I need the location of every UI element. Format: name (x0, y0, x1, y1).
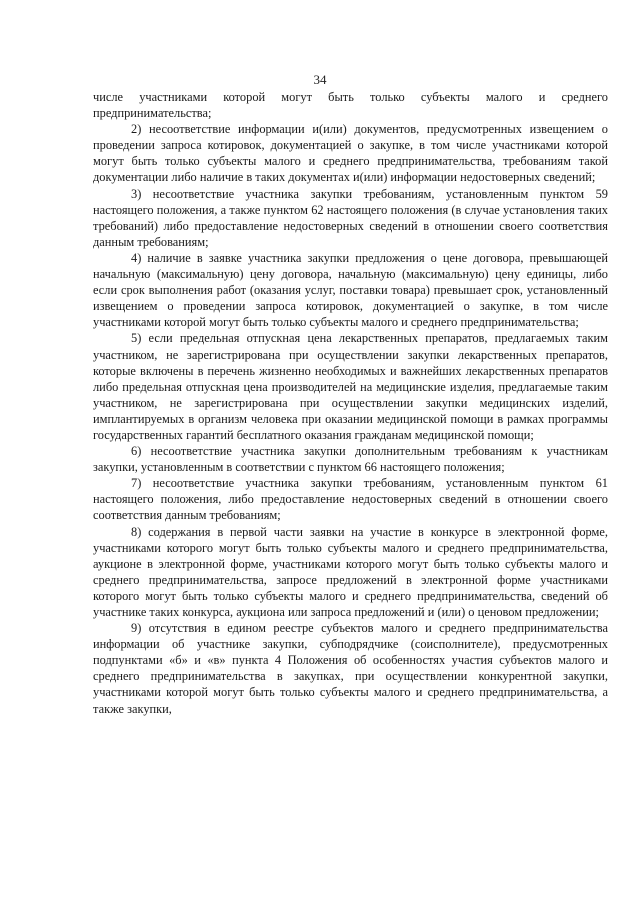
document-body (93, 89, 608, 717)
page-number: 34 (313, 72, 327, 87)
paragraph-item-6: 6) несоответствие участника закупки дополнительным требованиям к участникам закупки, установленным в соответствии с пунктом 66 настоящего положения; (93, 444, 608, 475)
paragraph-item-3: 3) несоответствие участника закупки требованиям, установленным пунктом 59 настоящего положения, а также пунктом 62 настоящего положения (в случае установления таких требований) либо предоставление недостоверных сведений в отношении своего соответствия данным требованиям; (93, 186, 608, 249)
paragraph-item-7: 7) несоответствие участника закупки требованиям, установленным пунктом 61 настоящего положения, либо предоставление недостоверных сведений в отношении своего соответствия данным требованиям; (93, 476, 608, 523)
paragraph-item-2: 2) несоответствие информации и(или) документов, предусмотренных извещением о проведении запроса котировок, документацией о закупке, в том числе участниками которой могут быть только субъекты малого и среднего предпринимательства, требованиям такой документации либо наличие в таких документах и(или) информации недостоверных сведений; (93, 122, 608, 185)
paragraph-continuation: числе участниками которой могут быть только субъекты малого и среднего предпринимательства; (93, 90, 608, 121)
paragraph-item-9: 9) отсутствия в едином реестре субъектов малого и среднего предпринимательства информации об участнике закупки, субподрядчике (соисполнителе), предусмотренных подпунктами «б» и «в» пункта 4 Положения об особенностях участия субъектов малого и среднего предпринимательства в закупках, при осуществлении конкурентной закупки, участниками которой могут быть только субъекты малого и среднего предпринимательства, а также закупки, (93, 621, 608, 716)
paragraph-item-5: 5) если предельная отпускная цена лекарственных препаратов, предлагаемых таким участником, не зарегистрирована при осуществлении закупки лекарственных препаратов, которые включены в перечень жизненно необходимых и важнейших лекарственных препаратов либо предельная отпускная цена производителей на медицинские изделия, предлагаемые таким участником, не зарегистрирована при осуществлении закупки медицинских изделий, имплантируемых в организм человека при оказании медицинской помощи в рамках программы государственных гарантий бесплатного оказания гражданам медицинской помощи; (93, 331, 608, 442)
paragraph-item-4: 4) наличие в заявке участника закупки предложения о цене договора, превышающей начальную (максимальную) цену договора, начальную (максимальную) цену единицы, либо если срок выполнения работ (оказания услуг, поставки товара) превышает срок, установленный извещением о проведении запроса котировок, документацией о закупке, в том числе участниками которой могут быть только субъекты малого и среднего предпринимательства; (93, 250, 608, 330)
paragraph-item-8: 8) содержания в первой части заявки на участие в конкурсе в электронной форме, участниками которого могут быть только субъекты малого и среднего предпринимательства, аукционе в электронной форме, участниками которого могут быть только субъекты малого и среднего предпринимательства, запросе предложений в электронной форме участниками которого могут быть только субъекты малого и среднего предпринимательства, сведений об участнике таких конкурса, аукциона или запроса предложений и (или) о ценовом предложении; (93, 524, 608, 619)
